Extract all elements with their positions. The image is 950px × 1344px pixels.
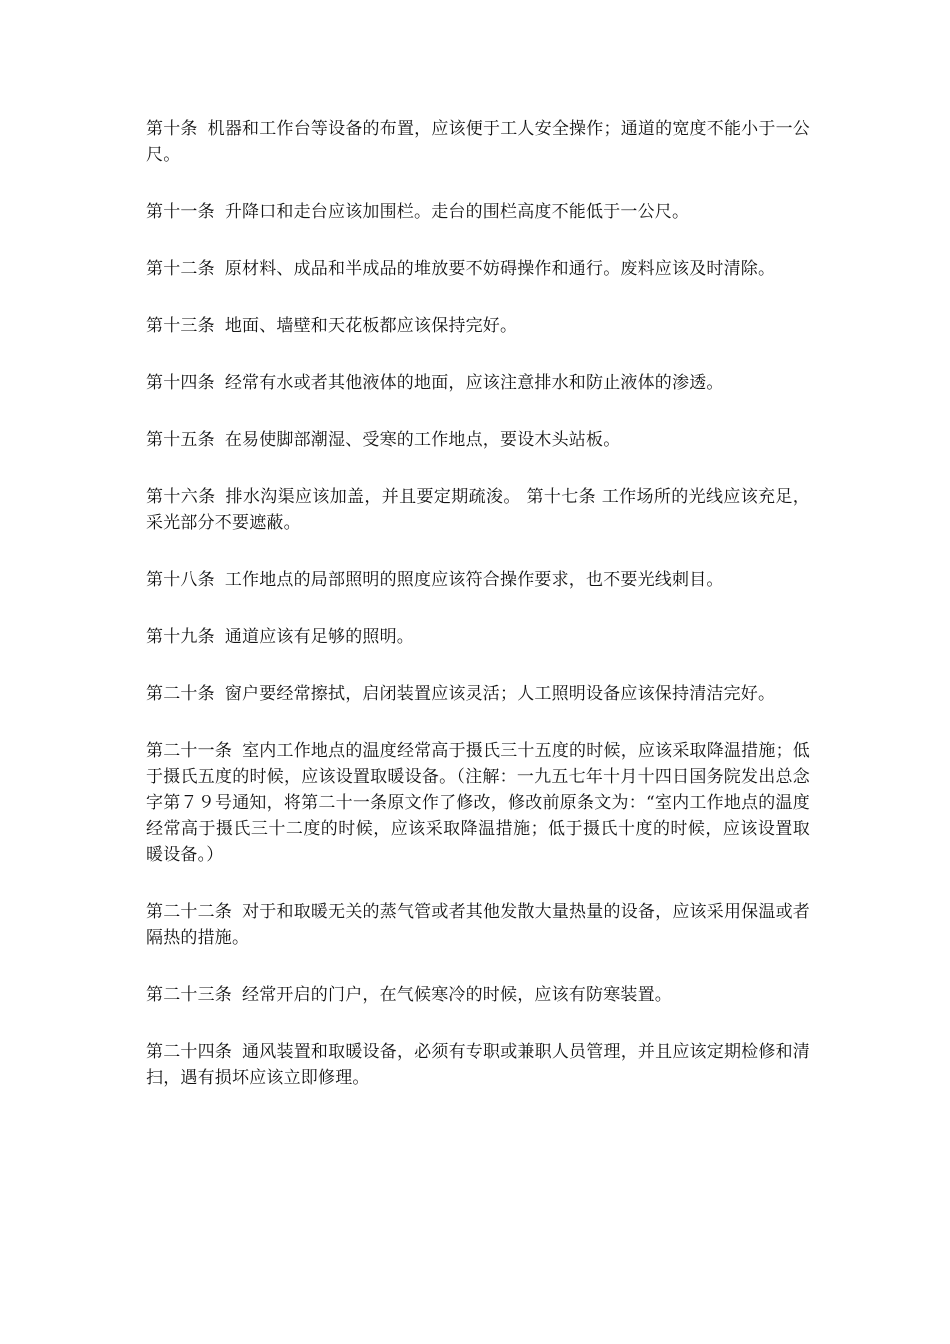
article-13 [146,313,810,339]
article-24 [146,1039,810,1091]
article-15 [146,427,810,453]
article-text: 通道应该有足够的照明。 [224,627,415,647]
article-number: 第二十四条 [146,1042,233,1062]
article-23 [146,982,810,1008]
article-number: 第二十条 [146,684,215,704]
article-12 [146,256,810,282]
article-10 [146,116,810,168]
article-number: 第十二条 [146,259,215,279]
article-text: 机器和工作台等设备的布置，应该便于工人安全操作；通道的宽度不能小于一公尺。 [146,119,810,165]
article-21 [146,738,810,868]
article-number: 第二十三条 [146,985,232,1005]
article-number: 第二十二条 [146,902,233,922]
article-text: 经常有水或者其他液体的地面，应该注意排水和防止液体的渗透。 [224,373,724,393]
article-number: 第十九条 [146,627,215,647]
article-number: 第十五条 [146,430,215,450]
article-14 [146,370,810,396]
article-text: 原材料、成品和半成品的堆放要不妨碍操作和通行。废料应该及时清除。 [224,259,776,279]
article-number: 第二十一条 [146,741,233,761]
article-number: 第十三条 [146,316,215,336]
article-text: 对于和取暖无关的蒸气管或者其他发散大量热量的设备，应该采用保温或者隔热的措施。 [146,902,810,948]
article-text: 地面、墙壁和天花板都应该保持完好。 [224,316,518,336]
article-text: 室内工作地点的温度经常高于摄氏三十五度的时候，应该采取降温措施；低于摄氏五度的时候，应该设置取暖设备。（注解：一九五七年十月十四日国务院发出总念字第７９号通知，将第二十一条原文作了修改，修改前原条文为：“室内工作地点的温度经常高于摄氏三十二度的时候，应该采取降温措施；低于摄氏十度的时候，应该设置取暖设备。） [146,741,810,865]
article-text: 经常开启的门户，在气候寒冷的时候，应该有防寒装置。 [242,985,672,1005]
article-22 [146,899,810,951]
article-text: 排水沟渠应该加盖，并且要定期疏浚。 第十七条 工作场所的光线应该充足，采光部分不要遮蔽。 [146,487,810,533]
article-text: 在易使脚部潮湿、受寒的工作地点，要设木头站板。 [224,430,621,450]
article-text: 通风装置和取暖设备，必须有专职或兼职人员管理，并且应该定期检修和清扫，遇有损坏应该立即修理。 [146,1042,810,1088]
article-text: 工作地点的局部照明的照度应该符合操作要求，也不要光线刺目。 [224,570,724,590]
document-body [146,116,810,1122]
article-19 [146,624,810,650]
article-text: 升降口和走台应该加围栏。走台的围栏高度不能低于一公尺。 [224,202,690,222]
article-18 [146,567,810,593]
article-number: 第十八条 [146,570,215,590]
article-number: 第十四条 [146,373,215,393]
article-number: 第十条 [146,119,198,139]
article-11 [146,199,810,225]
article-20 [146,681,810,707]
article-number: 第十一条 [146,202,215,222]
article-16-17 [146,484,810,536]
article-number: 第十六条 [146,487,216,507]
article-text: 窗户要经常擦拭，启闭装置应该灵活；人工照明设备应该保持清洁完好。 [224,684,776,704]
